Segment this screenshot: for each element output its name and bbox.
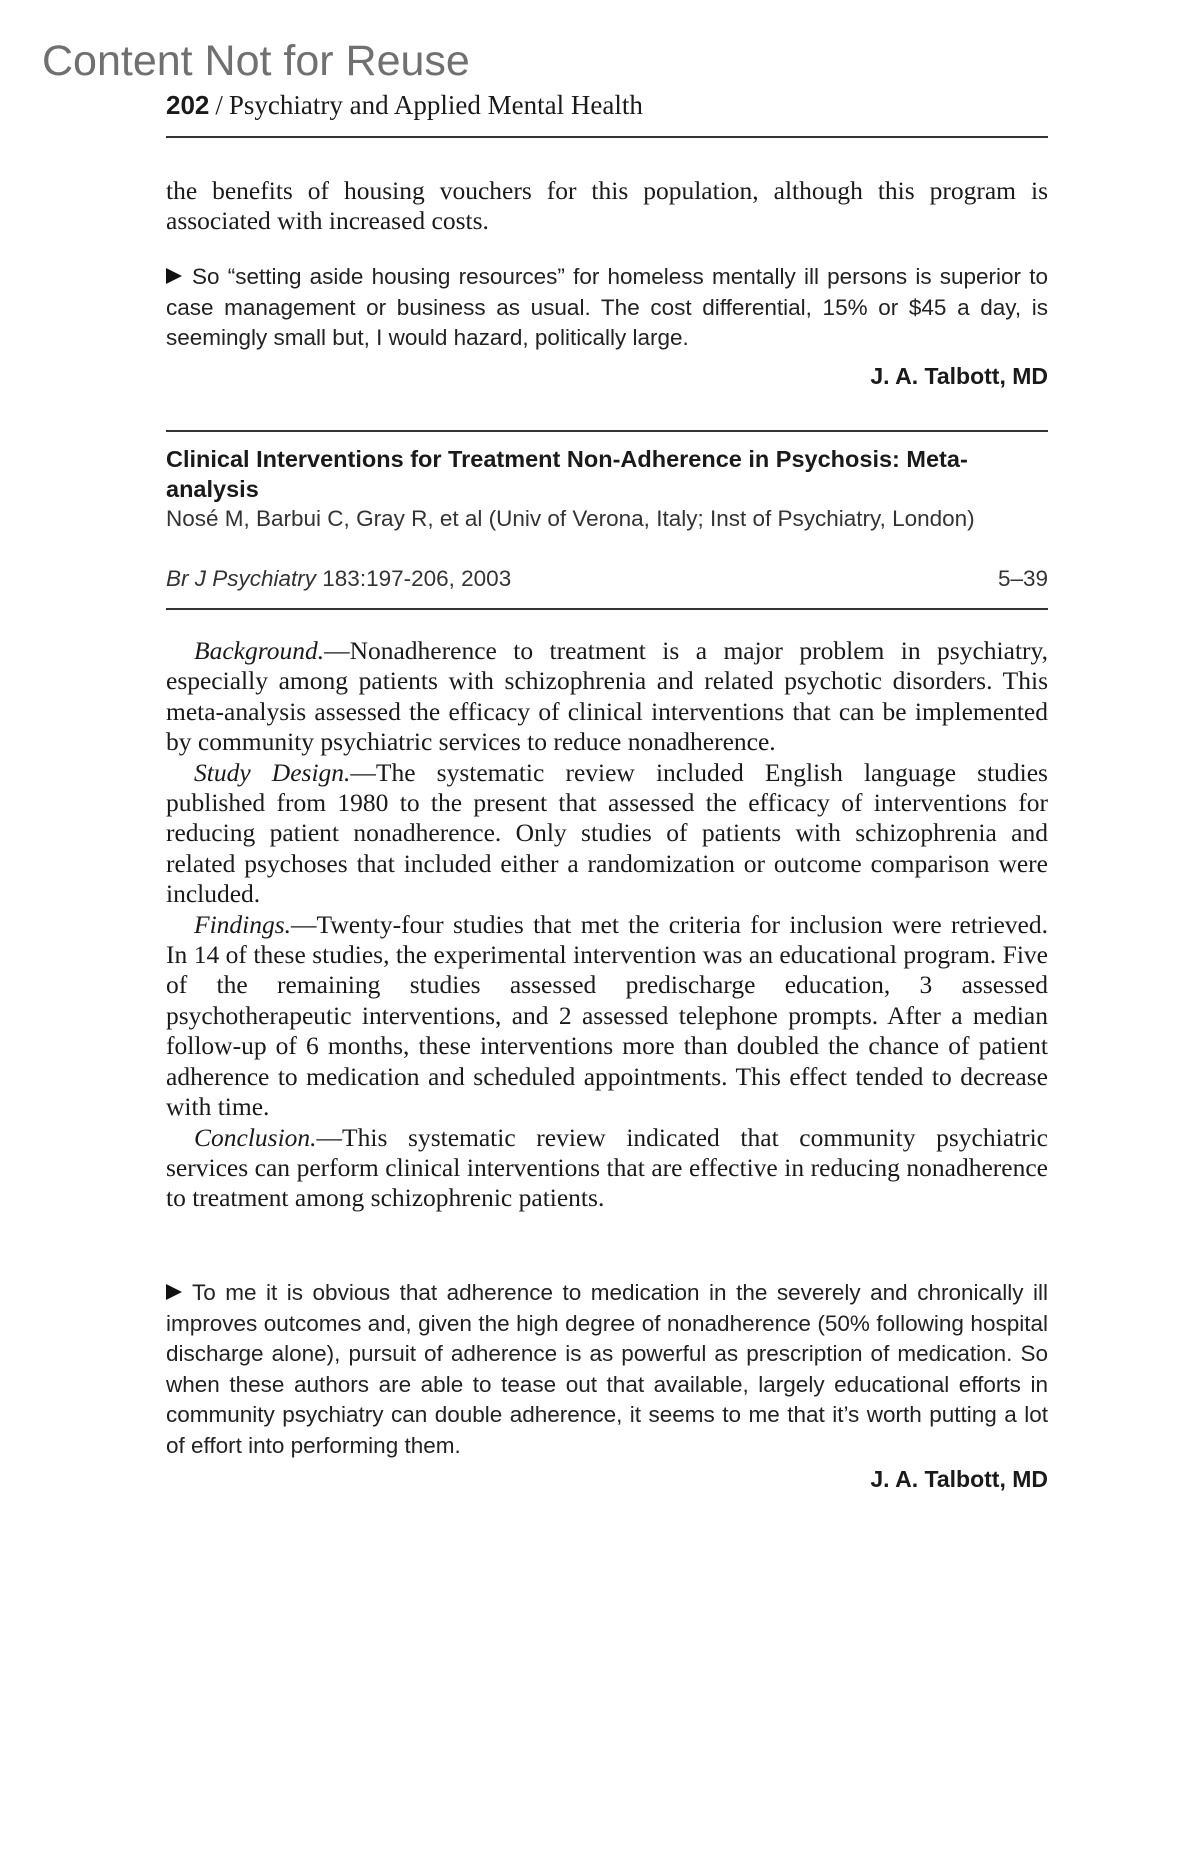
article-citation [166, 568, 1048, 591]
journal-volume-pages: 183:197-206, 2003 [316, 566, 512, 591]
article-authors: Nosé M, Barbui C, Gray R, et al (Univ of Verona, Italy; Inst of Psychiatry, London) [166, 506, 975, 531]
previous-article-closing-text: the benefits of housing vouchers for this population, although this program is associated with increased costs. [166, 176, 1048, 236]
previous-article-signature: J. A. Talbott, MD [870, 363, 1048, 389]
book-title: Psychiatry and Applied Mental Health [228, 90, 643, 120]
conclusion-text: —This systematic review indicated that community psychiatric services can perform clinical interventions that are effective in reducing nonadherence to treatment among schizophrenic patients. [166, 1122, 1048, 1213]
article-comment-text: To me it is obvious that adherence to medication in the severely and chronically ill improves outcomes and, given the high degree of nonadherence (50% following hospital discharge alone), pursuit of adherence is as powerful as prescription of medication. So when these authors are able to tease out that available, largely educational efforts in community psychiatry can double adherence, it seems to me that it’s worth putting a lot of effort into performing them. [166, 1280, 1048, 1458]
article-code: 5–39 [997, 566, 1048, 591]
abstract-conclusion [166, 1123, 1048, 1214]
abstract-study-design [166, 758, 1048, 910]
article-abstract [166, 636, 1048, 1214]
previous-article-comment [166, 262, 1048, 354]
comment-arrow-icon [166, 1284, 182, 1300]
article-title: Clinical Interventions for Treatment Non-Adherence in Psychosis: Meta-analysis [166, 446, 968, 502]
watermark-text: Content Not for Reuse [42, 37, 470, 85]
article-bottom-rule [166, 608, 1048, 610]
abstract-findings [166, 910, 1048, 1123]
article-comment [166, 1278, 1048, 1461]
page-number: 202 [166, 90, 210, 120]
running-head [166, 92, 643, 119]
background-heading: Background. [194, 636, 325, 665]
article-signature: J. A. Talbott, MD [870, 1466, 1048, 1492]
conclusion-heading: Conclusion. [194, 1122, 317, 1152]
journal-name: Br J Psychiatry [166, 566, 317, 591]
header-rule [166, 136, 1048, 138]
background-text: —Nonadherence to treatment is a major problem in psychiatry, especially among patients with schizophrenia and related psychotic disorders. This meta-analysis assessed the efficacy of clinical interventions that can be implemented by community psychiatric services to reduce nonadherence. [166, 636, 1048, 757]
comment-arrow-icon [166, 268, 182, 284]
findings-heading: Findings. [194, 909, 292, 939]
study-design-heading: Study Design. [194, 757, 351, 787]
findings-text: —Twenty-four studies that met the criteria for inclusion were retrieved. In 14 of these studies, the experimental intervention was an educational program. Five of the remaining studies assessed predischarge education, 3 assessed psychotherapeutic interventions, and 2 assessed telephone prompts. After a median follow-up of 6 months, these interventions more than doubled the chance of patient adherence to medication and scheduled appointments. This effect tended to decrease with time. [166, 909, 1048, 1122]
previous-comment-text: So “setting aside housing resources” for homeless mentally ill persons is superior to case management or business as usual. The cost differential, 15% or $45 a day, is seemingly small but, I would hazard, politically large. [166, 264, 1048, 350]
abstract-background [166, 636, 1048, 758]
study-design-text: —The systematic review included English language studies published from 1980 to the present that assessed the efficacy of interventions for reducing patient nonadherence. Only studies of patients with schizophrenia and related psychoses that included either a randomization or outcome comparison were included. [166, 757, 1048, 909]
article-top-rule [166, 430, 1048, 432]
running-head-separator: / [215, 90, 223, 120]
